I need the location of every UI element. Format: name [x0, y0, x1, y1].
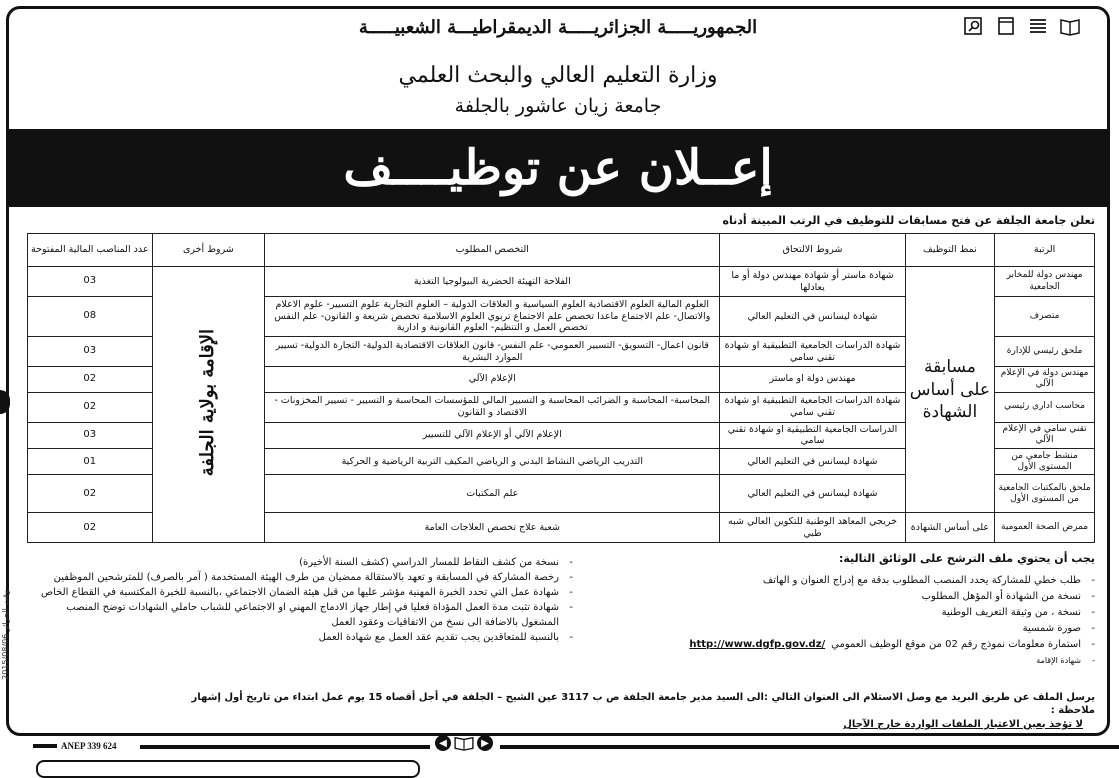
rank-cell: تقني سامي في الإعلام الآلي	[995, 422, 1095, 449]
footer-divider	[140, 745, 430, 749]
rank-cell: متصرف	[995, 297, 1095, 337]
republic-heading: الجمهوريـــــة الجزائريـــــة الديمقراطيـــة الشعبيـــــة	[358, 17, 758, 38]
rank-cell: ممرض الصحة العمومية	[995, 513, 1095, 543]
rank-cell: مهندس دولة في الإعلام الآلي	[995, 367, 1095, 393]
mode-cell: على أساس الشهادة	[905, 513, 994, 543]
posts-cell: 08	[28, 297, 153, 337]
anep-reference: ANEP 339 624	[30, 741, 120, 751]
side-date-stamp: وقت الجزائر 2015/08/06	[1, 590, 10, 680]
conditions-cell: الدراسات الجامعية التطبيقية او شهادة تقني سامي	[720, 422, 905, 449]
conditions-cell: شهادة الدراسات الجامعية التطبيقية او شهادة تقني سامي	[720, 337, 905, 367]
col-other: شروط أخرى	[152, 234, 265, 267]
rank-cell: منشط جامعي من المستوى الأول	[995, 449, 1095, 475]
list-item: - رخصة المشاركة في المسابقة و تعهد بالاستقالة ممضيان من طرف الهيئة المستخدمة ( آمر بالصرف) للمترشحين الموظفين	[39, 570, 559, 585]
rank-cell: ملحق رئيسي للإدارة	[995, 337, 1095, 367]
note-text: لا تؤخذ بعين الاعتبار الملفات الواردة خارج الآجال	[843, 719, 1083, 730]
mode-merged-cell: مسابقة على أساس الشهادة	[905, 267, 994, 513]
note-label: ملاحظة :	[1050, 705, 1095, 716]
posts-cell: 02	[28, 367, 153, 393]
conditions-cell: شهادة ليسانس في التعليم العالي	[720, 449, 905, 475]
rank-cell: مهندس دولة للمخابر الجامعية	[995, 267, 1095, 297]
posts-cell: 03	[28, 267, 153, 297]
specialty-cell: علم المكتبات	[265, 475, 720, 513]
footer-divider	[33, 744, 57, 748]
specialty-cell: الفلاحة التهيئة الحضرية البيولوجيا التغذية	[265, 267, 720, 297]
conditions-cell: شهادة ماستر أو شهادة مهندس دولة أو ما يعادلها	[720, 267, 905, 297]
next-page-button[interactable]: ▶	[477, 735, 493, 751]
list-item: - طلب خطي للمشاركة يحدد المنصب المطلوب بدقة مع إدراج العنوان و الهاتف	[571, 573, 1081, 589]
recruitment-banner: إعــلان عن توظيــــف	[9, 129, 1107, 207]
conditions-cell: شهادة الدراسات الجامعية التطبيقية او شهادة تقني سامي	[720, 392, 905, 422]
conditions-cell: مهندس دولة او ماستر	[720, 367, 905, 393]
specialty-cell: الإعلام الآلي	[265, 367, 720, 393]
list-item: - نسخة ، من وثيقة التعريف الوطنية	[571, 605, 1081, 621]
list-item: - بالنسبة للمتعاقدين يجب تقديم عقد العمل مع شهادة العمل	[39, 630, 559, 645]
rank-cell: محاسب اداري رئيسي	[995, 392, 1095, 422]
documents-list-right	[571, 573, 1095, 669]
posts-cell: 03	[28, 337, 153, 367]
intro-text: تعلن جامعة الجلفة عن فتح مسابقات للتوظيف في الرتب المبينة أدناه	[722, 214, 1095, 227]
ministry-heading: وزارة التعليم العالي والبحث العلمي	[398, 63, 718, 88]
table-row	[28, 267, 1095, 297]
list-item: - استمارة معلومات نموذج رقم 02 من موقع الوظيف العموميhttp://www.dgfp.gov.dz/	[571, 637, 1081, 653]
page-navigation	[435, 735, 493, 751]
university-heading: جامعة زيان عاشور بالجلفة	[454, 95, 662, 117]
other-merged-cell: الإقامة بولاية الجلفة	[152, 267, 265, 543]
conditions-cell: شهادة ليسانس في التعليم العالي	[720, 297, 905, 337]
documents-title: يجب أن يحتوي ملف الترشح على الوثائق التالية:	[838, 552, 1095, 565]
specialty-cell: المحاسبة- المحاسبة و الضرائب المحاسبة و التسيير المالي للمؤسسات المحاسبة و التسيير - تسيير المخزونات - الاقتصاد و القانون	[265, 392, 720, 422]
book-icon[interactable]	[454, 735, 474, 751]
specialty-cell: العلوم المالية العلوم الاقتصادية العلوم السياسية و العلاقات الدولية – العلوم التجارية علوم التسيير- علوم الاعلام والاتصال- علم الاجتماع ماعدا تخصص علم الاجتماع تربوي العلوم الاسلامية تخصص شريعة و القانون- علم النفس تخصص العمل و التنظيم- العلوم القانونية و ادارية	[265, 297, 720, 337]
posts-cell: 01	[28, 449, 153, 475]
specialty-cell: شعبة علاج تخصص العلاجات العامة	[265, 513, 720, 543]
list-item: - نسخة من كشف النقاط للمسار الدراسي (كشف السنة الأخيرة)	[39, 555, 559, 570]
table-header-row	[28, 234, 1095, 267]
posts-cell: 02	[28, 513, 153, 543]
send-instructions: يرسل الملف عن طريق البريد مع وصل الاستلام الى العنوان التالي :الى السيد مدير جامعة الجلفة ص ب 3117 عين الشيح – الجلفة في أجل أقصاه 15 يوم عمل ابتداء من تاريخ أول إشهار	[191, 692, 1095, 703]
col-mode: نمط التوظيف	[905, 234, 994, 267]
list-item: - شهادة تثبت مدة العمل المؤداة فعليا في إطار جهاز الادماج المهني او الاجتماعي للشباب حاملي الشهادات توضح المنصب المشغول بالاضافة الى نسخ من الاتفاقيات وعقود العمل	[39, 600, 559, 630]
col-conditions: شروط الالتحاق	[720, 234, 905, 267]
page-scroll-bar[interactable]	[36, 760, 420, 778]
col-posts: عدد المناصب المالية المفتوحة	[28, 234, 153, 267]
prev-page-button[interactable]: ◀	[435, 735, 451, 751]
conditions-cell: شهادة ليسانس في التعليم العالي	[720, 475, 905, 513]
list-item: - صورة شمسية	[571, 621, 1081, 637]
conditions-cell: خريجي المعاهد الوطنية للتكوين العالي شبه طبي	[720, 513, 905, 543]
list-item: - نسخة من الشهادة أو المؤهل المطلوب	[571, 589, 1081, 605]
documents-list-left	[39, 555, 573, 645]
specialty-cell: التدريب الرياضي النشاط البدني و الرياضي المكيف التربية الرياضية و الحركية	[265, 449, 720, 475]
rank-cell: ملحق بالمكتبات الجامعية من المستوى الأول	[995, 475, 1095, 513]
document-page	[6, 6, 1110, 736]
specialty-cell: الإعلام الآلي أو الإعلام الآلي للتسيير	[265, 422, 720, 449]
posts-cell: 02	[28, 475, 153, 513]
viewer-footer	[30, 737, 1110, 753]
footer-divider	[500, 745, 1119, 749]
specialty-cell: قانون اعمال- التسويق- التسيير العمومي- علم النفس- قانون العلاقات الاقتصادية الدولية- التجارة الدولية- تسيير الموارد البشرية	[265, 337, 720, 367]
dgfp-link[interactable]: http://www.dgfp.gov.dz/	[689, 639, 826, 650]
posts-cell: 03	[28, 422, 153, 449]
col-specialty: التخصص المطلوب	[265, 234, 720, 267]
posts-cell: 02	[28, 392, 153, 422]
list-item: - شهادة عمل التي تحدد الخبرة المهنية مؤشر عليها من قبل هيئة الضمان الاجتماعي ،بالنسبة للخبرة المكتسبة في القطاع الخاص	[39, 585, 559, 600]
col-rank: الرتبة	[995, 234, 1095, 267]
positions-table	[27, 233, 1095, 543]
list-item: - شهادة الإقامة	[571, 653, 1081, 669]
